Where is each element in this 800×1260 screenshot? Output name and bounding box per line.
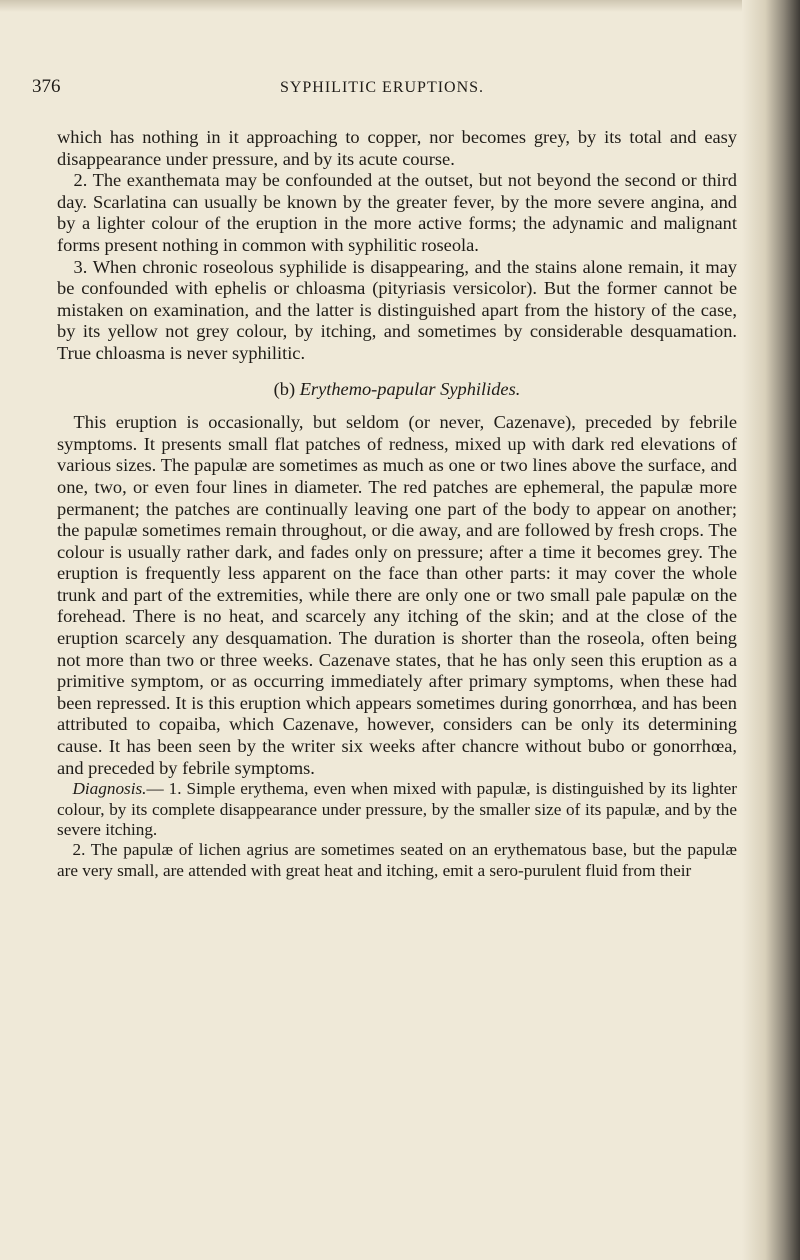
paragraph-chronic-roseolous: 3. When chronic roseolous syphilide is disappearing, and the stains alone remain, it may be confounded with ephelis or chloasma (pityriasis versicolor). But the former cannot be mistaken on examination, and the latter is distinguished apart from the history of the case, by its yellow not grey colour, by itching, and sometimes by considerable desquamation. True chloasma is never syphilitic. xyxy=(57,256,737,363)
paragraph-exanthemata: 2. The exanthemata may be confounded at the outset, but not beyond the second or third day. Scarlatina can usually be known by the greater fever, by the more severe angina, and by a lighter colour of the eruption in the more active forms; the adynamic and malignant forms present nothing in common with syphilitic roseola. xyxy=(57,170,737,255)
page-body xyxy=(57,127,737,881)
subheading-prefix: (b) xyxy=(273,378,300,399)
paragraph-continuation: which has nothing in it approaching to copper, nor becomes grey, by its total and easy disappearance under pressure, and by its acute course. xyxy=(57,127,737,169)
subheading-title: Erythemo-papular Syphilides. xyxy=(299,378,521,399)
section-subheading xyxy=(57,379,737,401)
paragraph-lichen-agrius: 2. The papulæ of lichen agrius are sometimes seated on an erythematous base, but the papulæ are very small, are attended with great heat and itching, emit a sero-purulent fluid from their xyxy=(57,840,737,880)
page-header xyxy=(32,72,732,106)
diagnosis-text: — 1. Simple erythema, even when mixed with papulæ, is distinguished by its lighter colour, by its complete disappearance under pressure, by the smaller size of its papulæ, and by the severe itching. xyxy=(57,779,737,840)
paragraph-diagnosis xyxy=(57,779,737,840)
page-gutter-shadow xyxy=(742,0,800,1260)
page-number: 376 xyxy=(32,76,61,97)
running-head: SYPHILITIC ERUPTIONS. xyxy=(279,79,485,96)
paragraph-eruption-description: This eruption is occasionally, but seldom (or never, Cazenave), preceded by febrile symptoms. It presents small flat patches of redness, mixed up with dark red elevations of various sizes. The papulæ are sometimes as much as one or two lines above the surface, and one, two, or even four lines in diameter. The red patches are ephemeral, the papulæ more permanent; the patches are continually leaving one part of the body to appear on another; the papulæ sometimes remain throughout, or die away, and are followed by fresh crops. The colour is usually rather dark, and fades only on pressure; after a time it becomes grey. The eruption is frequently less apparent on the face than other parts: it may cover the whole trunk and part of the extremities, while there are only one or two small pale papulæ on the forehead. There is no heat, and scarcely any itching of the skin; and at the close of the eruption scarcely any desquamation. The duration is shorter than the roseola, often being not more than two or three weeks. Cazenave states, that he has only seen this eruption as a primitive symptom, or as occurring immediately after primary symptoms, when these had been repressed. It is this eruption which appears sometimes during gonorrhœa, and has been attributed to copaiba, which Cazenave, however, considers can be only its determining cause. It has been seen by the writer six weeks after chancre without bubo or gonorrhœa, and preceded by febrile symptoms. xyxy=(57,412,737,778)
diagnosis-label: Diagnosis. xyxy=(72,779,147,799)
page-top-edge xyxy=(0,0,800,12)
